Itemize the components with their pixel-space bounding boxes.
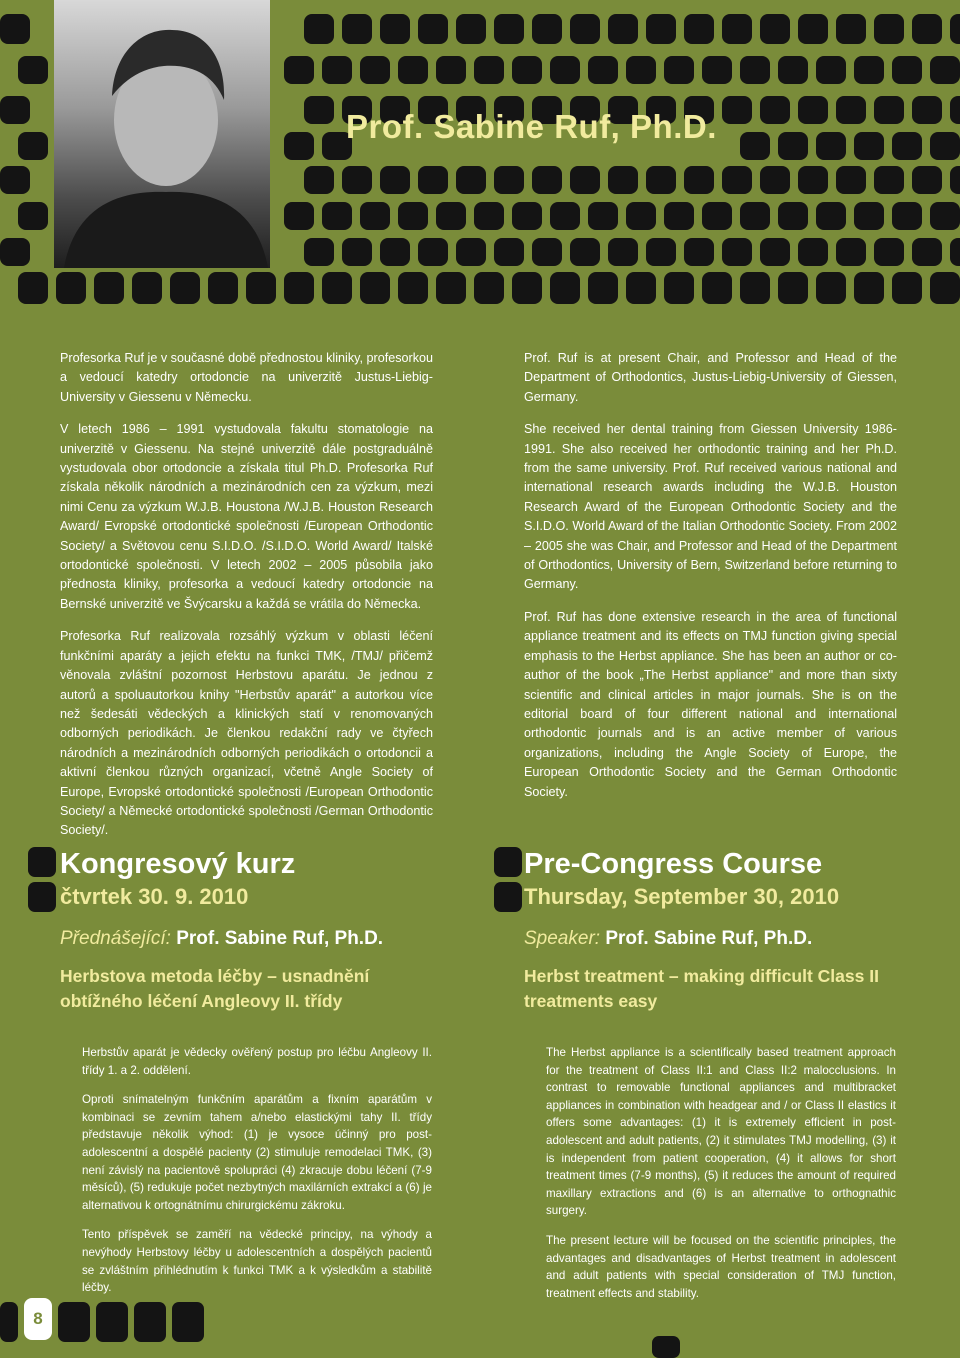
portrait-silhouette (54, 0, 270, 268)
header-tile (0, 238, 30, 266)
header-tile (836, 166, 866, 194)
header-tile (912, 14, 942, 44)
header-tile (398, 56, 428, 84)
header-tile (570, 238, 600, 266)
course-topic: Herbstova metoda léčby – usnadnění obtížného léčení Angleovy II. třídy (60, 966, 370, 1011)
portrait-photo (54, 0, 270, 268)
header-tile (208, 272, 238, 304)
header-tile (588, 202, 618, 230)
header-tile (930, 272, 960, 304)
header-tile (284, 202, 314, 230)
course-header-english (524, 846, 904, 1014)
header-tile (380, 238, 410, 266)
course-cz-tile (28, 847, 56, 877)
header-tile (892, 132, 922, 160)
header-tile (930, 132, 960, 160)
header-tile (418, 14, 448, 44)
header-tile (684, 238, 714, 266)
header-tile (892, 202, 922, 230)
header-tile (930, 202, 960, 230)
header-tile (18, 132, 48, 160)
header-tile (950, 14, 960, 44)
header-tile (512, 202, 542, 230)
header-tile (342, 238, 372, 266)
header-tile (284, 132, 314, 160)
header-tile (854, 132, 884, 160)
speaker-name: Prof. Sabine Ruf, Ph.D. (176, 928, 384, 949)
bio-paragraph: V letech 1986 – 1991 vystudovala fakultu stomatologie na univerzitě v Giessenu. Na stejné univerzitě dále postgraduálně vystudovala obor ortodoncie a získala titul Ph.D. Profesorka Ruf získala několik národních a mezinárodních cen za výzkum, mezi nimi Cenu za výzkum W.J.B. Houstona /W.J.B. Houston Research Award/ Evropské ortodontické společnosti /European Orthodontic Society/ a Světovou cenu S.I.D.O. /S.I.D.O. World Award/ Italské ortodontické společnosti. V letech 2002 – 2005 působila jako přednosta kliniky, profesorka a vedoucí katedry ortodoncie na Bernské univerzitě ve Švýcarsku a každá se vrátila do Německa. (60, 422, 433, 611)
course-topic: Herbst treatment – making difficult Class II treatments easy (524, 966, 879, 1011)
header-tile (816, 272, 846, 304)
abstract-paragraph: The Herbst appliance is a scientifically based treatment approach for the treatment of Class II:1 and Class II:2 malocclusions. In contrast to removable functional appliances and multibracket appliances in combination with headgear and / or Class II elastics it offers some advantages: (1) it is extremely efficient in post-adolescent and adult patients, (2) it stimulates TMJ modelling, (3) it is independent from patient cooperation, (4) it allows for short treatment times (7-9 months), (5) it reduces the amount of required maxillary extractions and (6) is an alternative to orthognathic surgery. (546, 1046, 896, 1218)
header-tile (132, 272, 162, 304)
header-tile (360, 56, 390, 84)
header-tile (740, 272, 770, 304)
header-tile (892, 56, 922, 84)
course-en-tile (494, 882, 522, 912)
header-tile (380, 166, 410, 194)
header-tile (360, 202, 390, 230)
header-tile (436, 202, 466, 230)
header-tile (912, 238, 942, 266)
header-tile (740, 132, 770, 160)
header-tile (816, 56, 846, 84)
course-title: Pre-Congress Course (524, 848, 823, 880)
abstract-paragraph: The present lecture will be focused on the scientific principles, the advantages and disadvantages of Herbst treatment in adolescent and adult patients with special consideration of TMJ function, treatment effects and stability. (546, 1233, 896, 1300)
abstract-paragraph: Tento příspěvek se zaměří na vědecké principy, na výhody a nevýhody Herbstovy léčby u adolescentních a dospělých pacientů se zvláštním přihlédnutím k funkci TMK a k výsledkům a stabilitě léčby. (82, 1228, 432, 1295)
header-tile (322, 272, 352, 304)
header-tile (436, 272, 466, 304)
course-speaker (524, 926, 904, 952)
course-en-tile (494, 847, 522, 877)
course-header-czech (60, 846, 440, 1014)
bio-paragraph: Prof. Ruf has done extensive research in the area of functional appliance treatment and its effects on TMJ function giving special emphasis to the Herbst appliance. She has been an author or co-author of the book „The Herbst appliance" and more than sixty scientific and clinical articles in major journals. She is on the editorial board of four different national and international orthodontic journals and is an active member of various organizations, including the Angle Society of Europe, the European Orthodontic Society and the German Orthodontic Society. (524, 609, 897, 799)
header-tile (418, 166, 448, 194)
header-tile (436, 56, 466, 84)
bio-paragraph: Profesorka Ruf je v současné době přednostou kliniky, profesorkou a vedoucí katedry ortodoncie na univerzitě Justus-Liebig-University v Giessenu v Německu. (60, 351, 433, 404)
header-tile (342, 14, 372, 44)
header-tile (740, 202, 770, 230)
header-tile (722, 238, 752, 266)
header-tile (798, 96, 828, 124)
header-tile (740, 56, 770, 84)
header-tile (836, 96, 866, 124)
header-tile (646, 238, 676, 266)
header-tile (854, 202, 884, 230)
header-tile (892, 272, 922, 304)
header-tile (550, 272, 580, 304)
header-tile (550, 202, 580, 230)
bio-paragraph: She received her dental training from Giessen University 1986-1991. She also received her orthodontic training and her Ph.D. from the same university. Prof. Ruf received various national and international research awards including the W.J.B. Houston Research Award of the European Orthodontic Society and the S.I.D.O. World Award of the Italian Orthodontic Society. From 2002 – 2005 she was Chair, and Professor and Head of the Department of Orthodontics, University of Bern, Switzerland before returning to Germany. (524, 422, 897, 592)
header-tile (494, 166, 524, 194)
header-tile (702, 202, 732, 230)
header-tile (304, 238, 334, 266)
header-tile (722, 14, 752, 44)
header-tile (608, 166, 638, 194)
header-tile (304, 166, 334, 194)
header-tile (570, 166, 600, 194)
header-tile (798, 14, 828, 44)
header-tile (950, 166, 960, 194)
footer-tile (652, 1336, 680, 1358)
header-tile (684, 166, 714, 194)
course-abstract-czech (82, 1044, 432, 1309)
course-date: čtvrtek 30. 9. 2010 (60, 884, 249, 909)
header-tile (588, 56, 618, 84)
header-tile (912, 96, 942, 124)
header-tile (18, 272, 48, 304)
header-tile (18, 202, 48, 230)
course-title: Kongresový kurz (60, 848, 296, 880)
header-tile (0, 166, 30, 194)
header-tile (456, 14, 486, 44)
header-tile (0, 96, 30, 124)
header-tile (0, 14, 30, 44)
course-date: Thursday, September 30, 2010 (524, 884, 840, 909)
header-tile (532, 14, 562, 44)
course-abstract-english (546, 1044, 896, 1314)
header-tile (360, 272, 390, 304)
header-tile (950, 238, 960, 266)
header-tile (418, 238, 448, 266)
header-tile (950, 96, 960, 124)
header-tile (722, 166, 752, 194)
header-tile (798, 166, 828, 194)
bio-paragraph: Profesorka Ruf realizovala rozsáhlý výzkum v oblasti léčení funkčními aparáty a jejich efektu na funkci TMK, /TMJ/ přičemž věnovala zvláštní pozornost Herbstovu aparátu. Je jednou z autorů a spoluautorkou knihy "Herbstův aparát" a autorkou více než šedesáti vědeckých a klinických statí v renomovaných odborných periodikách. Je členkou redakční rady ve čtyřech národních a mezinárodních odborných periodikách o ortodoncii a aktivní členkou různých organizací, včetně Angle Society of Europe, Evropské ortodontické společnosti /European Orthodontic Society/ a Německé ortodontické společnosti /German Orthodontic Society/. (60, 629, 433, 838)
header-tile (570, 14, 600, 44)
header-tile (646, 166, 676, 194)
header-tile (816, 132, 846, 160)
header-tile (760, 166, 790, 194)
bio-paragraph: Prof. Ruf is at present Chair, and Professor and Head of the Department of Orthodontics, Justus-Liebig-University of Giessen, Germany. (524, 351, 897, 404)
header-tile (608, 14, 638, 44)
header-tile (474, 272, 504, 304)
header-tile (398, 202, 428, 230)
header-tile (816, 202, 846, 230)
page-number: 8 (24, 1298, 52, 1340)
header-tile (304, 14, 334, 44)
header-tile (760, 96, 790, 124)
header-tile (246, 272, 276, 304)
header-tile (322, 56, 352, 84)
header-tile (304, 96, 334, 124)
speaker-name: Prof. Sabine Ruf, Ph.D. (605, 928, 813, 949)
header-tile (512, 272, 542, 304)
header-tile (874, 166, 904, 194)
header-tile (778, 202, 808, 230)
header-tile (798, 238, 828, 266)
abstract-paragraph: Oproti snímatelným funkčním aparátům a fixním aparátům v kombinaci se zevním tahem a/nebo elastickými tahy II. třídy představuje několik výhod: (1) je vysoce účinný pro post-adolescentní a dospělé pacienty (2) stimuluje remodelaci TMK, (3) není závislý na pacientově spolupráci (4) zkracuje dobu léčení (7-9 měsíců), (5) redukuje počet nezbytných maxilárních extrakcí a (6) je alternativou k ortognátnímu chirurgickému zákroku. (82, 1093, 432, 1212)
header-tile (778, 56, 808, 84)
header-tile (722, 96, 752, 124)
header-tile (532, 238, 562, 266)
header-tile (494, 238, 524, 266)
header-tile (322, 202, 352, 230)
header-tile (912, 166, 942, 194)
header-tile (588, 272, 618, 304)
header-tile (664, 272, 694, 304)
header-tile (854, 272, 884, 304)
header-tile (550, 56, 580, 84)
header-tile (18, 56, 48, 84)
header-tile (284, 272, 314, 304)
header-tile (664, 56, 694, 84)
header-tile (494, 14, 524, 44)
course-speaker (60, 926, 440, 952)
speaker-label: Speaker: (524, 928, 601, 949)
header-tile (702, 56, 732, 84)
speaker-label: Přednášející: (60, 928, 171, 949)
abstract-paragraph: Herbstův aparát je vědecky ověřený postup pro léčbu Angleovy II. třídy 1. a 2. oddělení. (82, 1046, 432, 1077)
header-tile (608, 238, 638, 266)
header-tile (342, 166, 372, 194)
header-tile (778, 132, 808, 160)
header-tile (626, 272, 656, 304)
header-tile (456, 166, 486, 194)
header-tile (760, 14, 790, 44)
header-tile (778, 272, 808, 304)
header-tile (284, 56, 314, 84)
header-tile (646, 14, 676, 44)
header-tile (474, 56, 504, 84)
header-tile (702, 272, 732, 304)
header-tile (874, 96, 904, 124)
header-tile (626, 56, 656, 84)
header-tile (836, 14, 866, 44)
header-tile (170, 272, 200, 304)
page-title: Prof. Sabine Ruf, Ph.D. (346, 108, 717, 145)
header-tile (664, 202, 694, 230)
course-cz-tile (28, 882, 56, 912)
header-tile (532, 166, 562, 194)
header-tile (836, 238, 866, 266)
biography-czech (60, 349, 433, 854)
biography-english (524, 349, 897, 815)
header-tile (930, 56, 960, 84)
header-tile (398, 272, 428, 304)
header-tile (94, 272, 124, 304)
header-tile (380, 14, 410, 44)
header-tile (626, 202, 656, 230)
header-tile (760, 238, 790, 266)
header-tile (854, 56, 884, 84)
header-tile (512, 56, 542, 84)
header-tile (56, 272, 86, 304)
footer-tile (0, 1302, 18, 1342)
header-tile (474, 202, 504, 230)
header-tile (456, 238, 486, 266)
header-tile (874, 14, 904, 44)
header-tile (684, 14, 714, 44)
header-tile (874, 238, 904, 266)
